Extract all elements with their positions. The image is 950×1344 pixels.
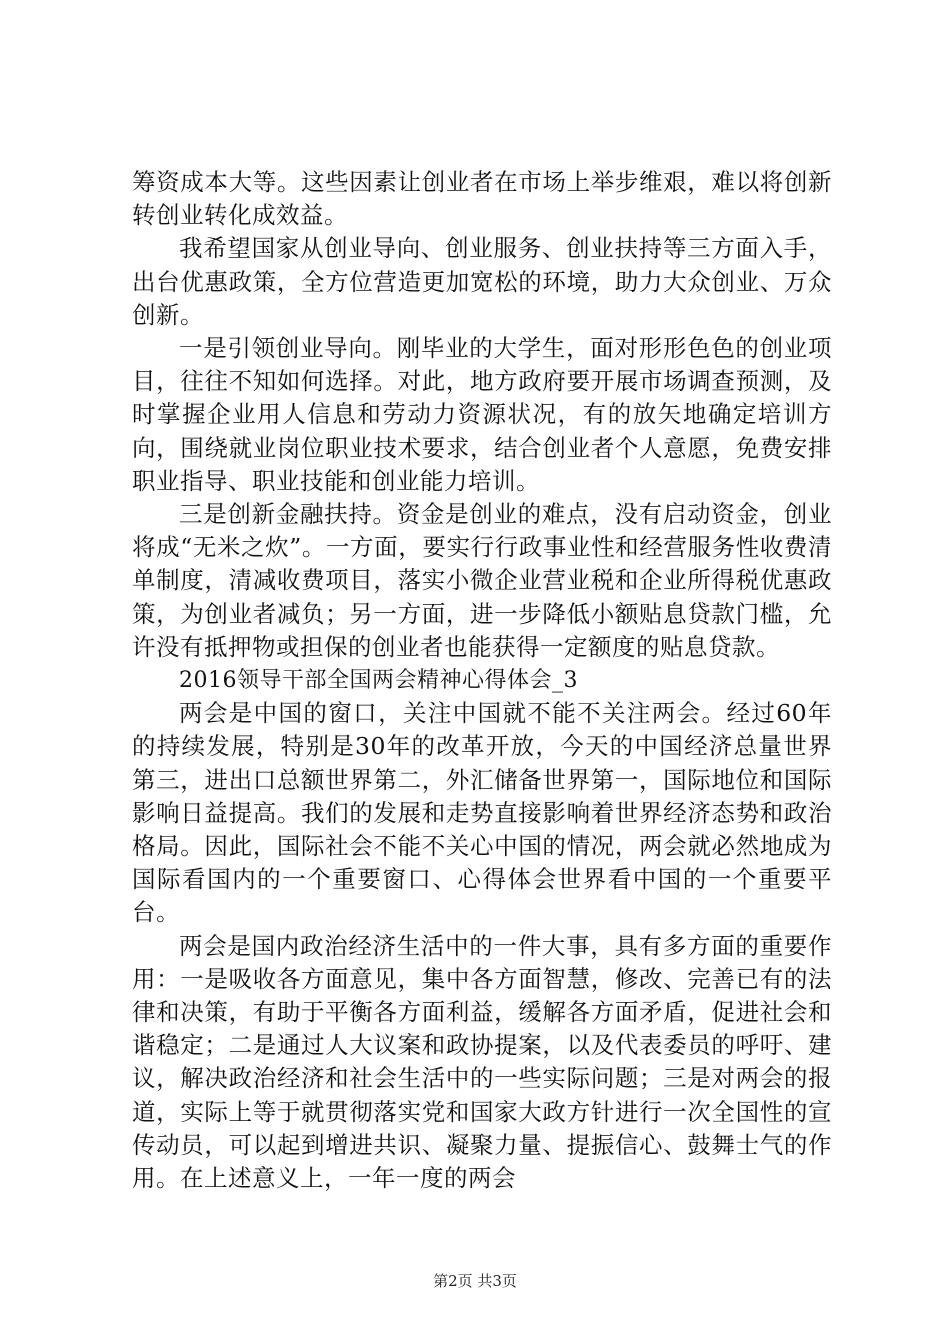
paragraph-6: 两会是国内政治经济生活中的一件大事，具有多方面的重要作用：一是吸收各方面意见，集中各方面智慧，修改、完善已有的法律和决策，有助于平衡各方面利益，缓解各方面矛盾，促进社会和谐稳定；二是通过人大议案和政协提案，以及代表委员的呼吁、建议，解决政治经济和社会生活中的一些实际问题；三是对两会的报道，实际上等于就贯彻落实党和国家大政方针进行一次全国性的宣传动员，可以起到增进共识、凝聚力量、提振信心、鼓舞士气的作用。在上述意义上，一年一度的两会 bbox=[132, 931, 832, 1193]
paragraph-3: 一是引领创业导向。刚毕业的大学生，面对形形色色的创业项目，往往不知如何选择。对此，地方政府要开展市场调查预测，及时掌握企业用人信息和劳动力资源状况，有的放矢地确定培训方向，围绕就业岗位职业技术要求，结合创业者个人意愿，免费安排职业指导、职业技能和创业能力培训。 bbox=[132, 334, 832, 495]
paragraph-5: 两会是中国的窗口，关注中国就不能不关注两会。经过60年的持续发展，特别是30年的改革开放，今天的中国经济总量世界第三，进出口总额世界第二，外汇储备世界第一，国际地位和国际影响日益提高。我们的发展和走势直接影响着世界经济态势和政治格局。因此，国际社会不能不关心中国的情况，两会就必然地成为国际看国内的一个重要窗口、心得体会世界看中国的一个重要平台。 bbox=[132, 699, 832, 927]
paragraph-4: 三是创新金融扶持。资金是创业的难点，没有启动资金，创业将成“无米之炊”。一方面，要实行行政事业性和经营服务性收费清单制度，清减收费项目，落实小微企业营业税和企业所得税优惠政策，为创业者减负；另一方面，进一步降低小额贴息贷款门槛，允许没有抵押物或担保的创业者也能获得一定额度的贴息贷款。 bbox=[132, 500, 832, 661]
paragraph-2: 我希望国家从创业导向、创业服务、创业扶持等三方面入手，出台优惠政策，全方位营造更加宽松的环境，助力大众创业、万众创新。 bbox=[132, 234, 832, 329]
page-footer: 第2页 共3页 bbox=[433, 1272, 517, 1290]
document-body bbox=[132, 166, 832, 1195]
section-heading: 2016领导干部全国两会精神心得体会_3 bbox=[179, 668, 578, 694]
paragraph-1: 筹资成本大等。这些因素让创业者在市场上举步维艰，难以将创新转创业转化成效益。 bbox=[132, 168, 832, 230]
